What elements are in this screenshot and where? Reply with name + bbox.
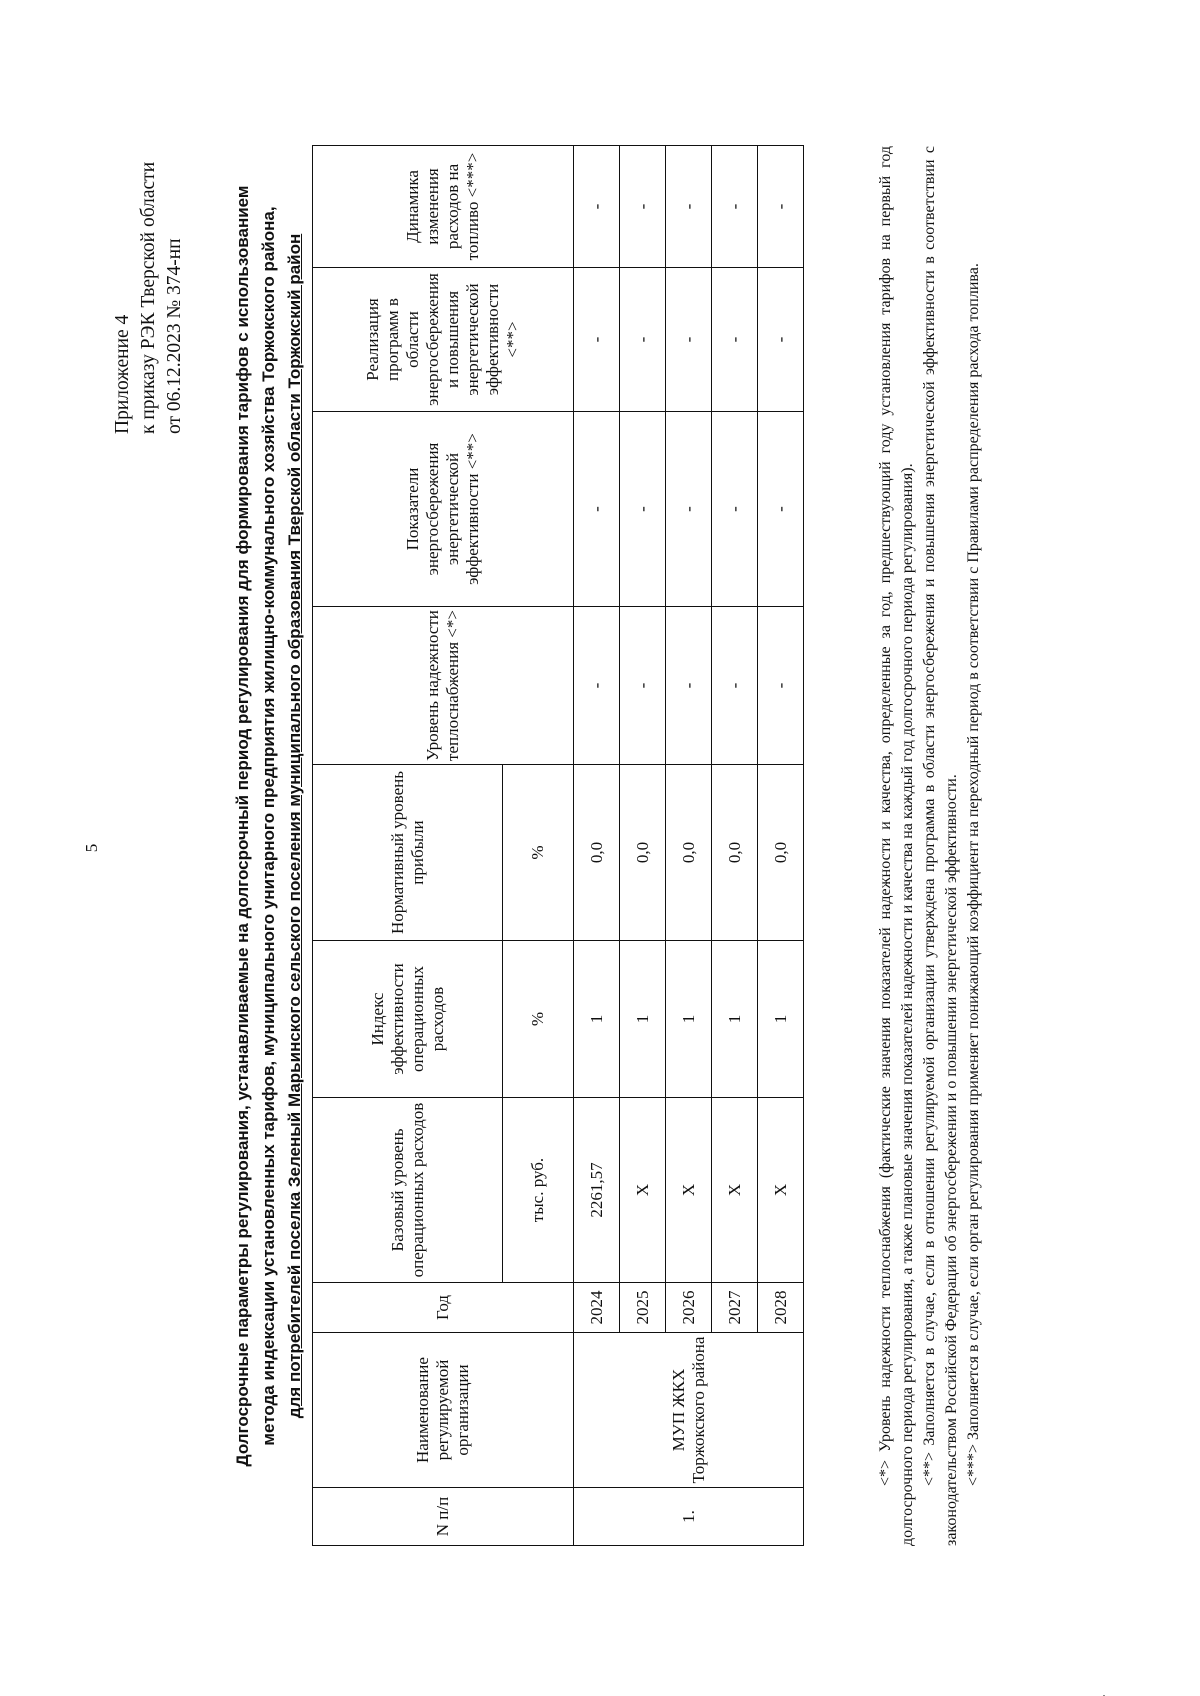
cell-fuel-dynamics: -	[666, 146, 712, 268]
table-row	[574, 146, 620, 1546]
org-number: 1.	[574, 1488, 804, 1546]
footnote-1: <*> Уровень надежности теплоснабжения (фактические значения показателей надежности и качества, определенные за год, предшествующий году установления тарифов на первый год долгосрочного периода регулирования, а также плановые значения показателей надежности и качества на каждый год долгосрочного периода регулирования).	[877, 146, 916, 1546]
cell-reliability: -	[620, 607, 666, 765]
cell-year: 2028	[758, 1283, 804, 1333]
appendix-line-2: к приказу РЭК Тверской области	[138, 161, 159, 434]
cell-base-costs: Х	[620, 1098, 666, 1283]
cell-energy-indicators: -	[712, 412, 758, 607]
title-line-1: Долгосрочные параметры регулирования, устанавливаемые на долгосрочный период регулирования для формирования тарифов с использованием	[233, 185, 252, 1467]
cell-year: 2026	[666, 1283, 712, 1333]
cell-efficiency-index: 1	[620, 941, 666, 1098]
header-efficiency-index: Индекс эффективности операционных расходов	[313, 941, 503, 1098]
cell-efficiency-index: 1	[666, 941, 712, 1098]
header-base-costs: Базовый уровень операционных расходов	[313, 1098, 503, 1283]
unit-efficiency-index: %	[503, 941, 574, 1098]
title-line-2: метода индексации установленных тарифов, муниципального унитарного предприятия жилищно-коммунального хозяйства Торжокского района,	[259, 206, 278, 1446]
cell-profit-level: 0,0	[666, 765, 712, 941]
cell-base-costs: Х	[758, 1098, 804, 1283]
cell-base-costs: Х	[712, 1098, 758, 1283]
cell-profit-level: 0,0	[574, 765, 620, 941]
cell-energy-programs: -	[620, 268, 666, 412]
cell-reliability: -	[758, 607, 804, 765]
header-org: Наименование регулируемой организации	[313, 1333, 574, 1488]
cell-year: 2025	[620, 1283, 666, 1333]
cell-fuel-dynamics: -	[758, 146, 804, 268]
footnote-2: <**> Заполняется в случае, если в отношении регулируемой организации утверждена программа в области энергосбережения и повышения энергетической эффективности в соответствии с законодательством Российской Федерации об энергосбережении и о повышении энергетической эффективности.	[921, 146, 960, 1546]
cell-energy-programs: -	[758, 268, 804, 412]
header-row	[313, 146, 503, 1546]
cell-reliability: -	[712, 607, 758, 765]
cell-energy-indicators: -	[666, 412, 712, 607]
header-fuel-dynamics: Динамика изменения расходов на топливо <***>	[313, 146, 574, 268]
cell-efficiency-index: 1	[758, 941, 804, 1098]
header-year: Год	[313, 1283, 574, 1333]
cell-year: 2024	[574, 1283, 620, 1333]
cell-energy-indicators: -	[574, 412, 620, 607]
parameters-table	[312, 145, 804, 1546]
footnote-3: <***> Заполняется в случае, если орган регулирования применяет понижающий коэффициент на переходный период в соответствии с Правилами распределения расхода топлива.	[965, 263, 982, 1486]
header-profit-level: Нормативный уровень прибыли	[313, 765, 503, 941]
cell-year: 2027	[712, 1283, 758, 1333]
org-name: МУП ЖКХ Торжокского района	[574, 1333, 804, 1488]
cell-energy-programs: -	[574, 268, 620, 412]
page-number: 5	[82, 843, 101, 853]
unit-profit-level: %	[503, 765, 574, 941]
header-reliability: Уровень надежности теплоснабжения <*>	[313, 607, 574, 765]
cell-profit-level: 0,0	[620, 765, 666, 941]
cell-profit-level: 0,0	[758, 765, 804, 941]
footnotes	[875, 146, 985, 1546]
cell-energy-programs: -	[666, 268, 712, 412]
parameters-table-wrapper	[312, 145, 804, 1546]
appendix-line-1: Приложение 4	[112, 314, 133, 434]
header-num: N п/п	[313, 1488, 574, 1546]
title-line-3: для потребителей поселка Зеленый Марьинского сельского поселения муниципального образования Тверской области Торжокский район	[285, 233, 304, 1419]
header-energy-indicators: Показатели энергосбережения энергетической эффективности <**>	[313, 412, 574, 607]
cell-efficiency-index: 1	[712, 941, 758, 1098]
unit-base-costs: тыс. руб.	[503, 1098, 574, 1283]
page-edge-lines	[1098, 0, 1110, 1696]
cell-energy-indicators: -	[758, 412, 804, 607]
cell-profit-level: 0,0	[712, 765, 758, 941]
header-energy-programs: Реализация программ в области энергосбережения и повышения энергетической эффективности <**>	[313, 268, 574, 412]
cell-base-costs: Х	[666, 1098, 712, 1283]
cell-reliability: -	[666, 607, 712, 765]
cell-efficiency-index: 1	[574, 941, 620, 1098]
cell-fuel-dynamics: -	[620, 146, 666, 268]
document-title	[230, 146, 308, 1506]
cell-fuel-dynamics: -	[574, 146, 620, 268]
cell-base-costs: 2261,57	[574, 1098, 620, 1283]
appendix-line-3: от 06.12.2023 № 374-нп	[164, 238, 185, 434]
cell-energy-indicators: -	[620, 412, 666, 607]
appendix-reference	[110, 34, 188, 434]
cell-fuel-dynamics: -	[712, 146, 758, 268]
cell-reliability: -	[574, 607, 620, 765]
cell-energy-programs: -	[712, 268, 758, 412]
